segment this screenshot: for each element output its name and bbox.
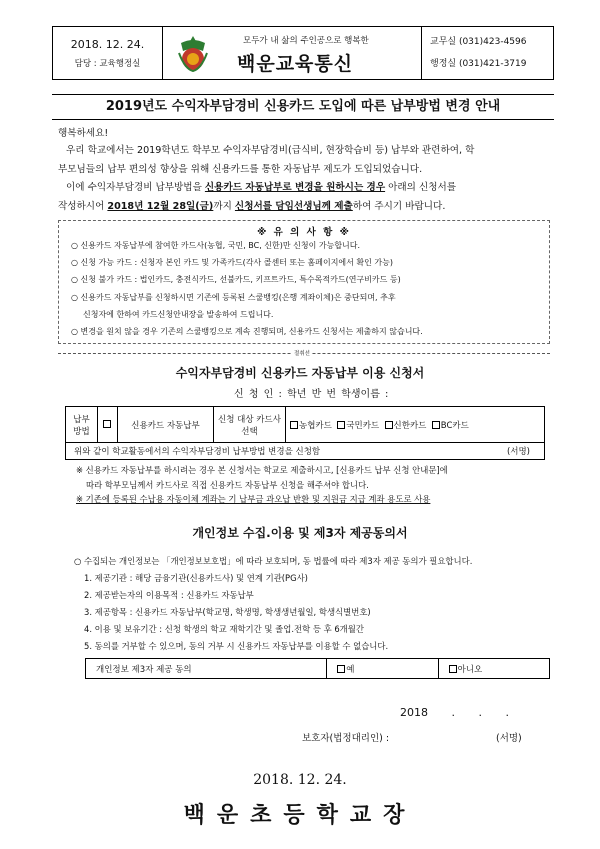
application-statement: 위와 같이 학교활동에서의 수익자부담경비 납부방법 변경을 신청함	[74, 447, 321, 457]
payment-checkbox-cell	[98, 407, 118, 443]
privacy-line: 1. 제공기관 : 해당 금융기관(신용카드사) 및 연계 기관(PG사)	[84, 573, 308, 583]
greeting: 행복하세요!	[58, 128, 109, 139]
phone-teachers-office: 교무실 (031)423-4596	[430, 37, 527, 47]
intro-paragraph-1	[58, 141, 558, 179]
consent-no-label: 아니오	[457, 664, 483, 675]
final-date: 2018. 12. 24.	[253, 772, 347, 788]
consent-no-checkbox[interactable]	[449, 665, 457, 673]
school-logo-icon	[175, 33, 211, 73]
deadline: 2018년 12월 28일(금)	[107, 201, 214, 212]
consent-yes-label: 예	[346, 664, 355, 675]
guardian-label: 보호자(법정대리인) :	[302, 733, 390, 744]
card-options	[286, 407, 545, 443]
header-dept: 담당 : 교육행정실	[74, 58, 141, 69]
payment-option: 신용카드 자동납부	[118, 407, 214, 443]
applicant-line: 신 청 인 : 학년 반 번 학생이름 :	[234, 389, 389, 400]
submit-instruction: 신청서를 담임선생님께 제출	[234, 201, 353, 212]
note-item: ※ 신용카드 자동납부를 하시려는 경우 본 신청서는 학교로 제출하시고, [신용카드 납부 신청 안내문]에	[76, 465, 448, 475]
privacy-line: ○ 수집되는 개인정보는 「개인정보보호법」에 따라 보호되며, 동 법률에 따라 제3자 제공 동의가 필요합니다.	[74, 556, 473, 566]
cut-label: 절취선	[294, 351, 310, 357]
card-checkbox[interactable]	[290, 421, 298, 429]
header-date: 2018. 12. 24.	[70, 37, 145, 51]
header-slogan: 모두가 내 삶의 주인공으로 행복한	[243, 36, 369, 46]
school-principal: 백운초등학교장	[183, 802, 417, 828]
intro-text: 이에 수익자부담경비 납부방법을	[66, 182, 205, 193]
intro-line: 우리 학교에서는 2019학년도 학부모 수익자부담경비(급식비, 현장학습비 등) 납부와 관련하여, 학	[66, 145, 475, 156]
card-option-label: 신한카드	[393, 420, 427, 431]
card-checkbox[interactable]	[385, 421, 393, 429]
application-sign: (서명)	[506, 447, 530, 457]
notice-list	[71, 237, 541, 340]
phone-admin-office: 행정실 (031)421-3719	[430, 59, 527, 69]
consent-table	[85, 658, 550, 679]
privacy-line: 4. 이용 및 보유기간 : 신청 학생의 학교 재학기간 및 졸업.전학 등 후 6개월간	[84, 624, 364, 634]
note-item: 따라 학부모님께서 카드사로 직접 신용카드 자동납부 신청을 해주셔야 합니다.	[86, 479, 369, 490]
consent-yes-checkbox[interactable]	[337, 665, 345, 673]
consent-yes-cell	[327, 659, 438, 679]
intro-text: 까지	[213, 201, 235, 212]
note-item: ※ 기존에 등록된 수납용 자동이체 계좌는 기 납부금 과오납 반환 및 지원금 지급 계좌 용도로 사용	[76, 494, 431, 504]
card-option-label: 국민카드	[346, 420, 380, 431]
privacy-line: 3. 제공항목 : 신용카드 자동납부(학교명, 학생명, 학생생년월일, 학생식별번호)	[84, 607, 371, 617]
guardian-sign: (서명)	[496, 733, 522, 744]
application-form	[65, 406, 545, 460]
payment-checkbox[interactable]	[103, 420, 111, 428]
newsletter-title: 백운교육통신	[237, 53, 354, 75]
privacy-title: 개인정보 수집.이용 및 제3자 제공동의서	[192, 526, 408, 540]
statement-cell	[66, 443, 545, 460]
header-left	[53, 27, 163, 79]
intro-line: 부모님들의 납부 편의성 향상을 위해 신용카드를 통한 자동납부 제도가 도입되었습니다.	[58, 164, 423, 175]
notes	[76, 463, 556, 507]
card-checkbox[interactable]	[337, 421, 345, 429]
newsletter-header	[52, 26, 554, 80]
header-right	[421, 27, 553, 79]
card-checkbox[interactable]	[432, 421, 440, 429]
sign-date: 2018 . . .	[400, 706, 509, 719]
privacy-list	[74, 553, 554, 655]
intro-paragraph-2	[58, 178, 558, 216]
card-option-label: 농협카드	[299, 420, 332, 431]
intro-text: 하여 주시기 바랍니다.	[352, 201, 446, 212]
intro-text: 아래의 신청서를	[385, 182, 457, 193]
notice-item: ○ 신용카드 자동납부를 신청하시면 기존에 등록된 스쿨뱅킹(은행 계좌이체)은 중단되며, 추후	[71, 292, 396, 302]
consent-label: 개인정보 제3자 제공 동의	[86, 659, 327, 679]
privacy-line: 2. 제공받는자의 이용목적 : 신용카드 자동납부	[84, 590, 254, 600]
notice-item: ○ 신청 불가 카드 : 법인카드, 충전식카드, 선불카드, 키프트카드, 특수목적카드(연구비카드 등)	[71, 275, 401, 285]
intro-line	[58, 197, 558, 216]
notice-heading: ※ 유 의 사 항 ※	[257, 227, 351, 238]
application-title: 수익자부담경비 신용카드 자동납부 이용 신청서	[175, 366, 425, 380]
intro-emphasis: 신용카드 자동납부로 변경을 원하시는 경우	[204, 182, 386, 193]
consent-no-cell	[438, 659, 549, 679]
privacy-line: 5. 동의를 거부할 수 있으며, 동의 거부 시 신용카드 자동납부를 이용할 수 없습니다.	[84, 641, 389, 651]
header-middle	[163, 27, 421, 79]
intro-text: 작성하시어	[58, 201, 108, 212]
notice-item: ○ 신청 가능 카드 : 신청자 본인 카드 및 가족카드(각사 콜센터 또는 홈페이지에서 확인 가능)	[71, 258, 393, 268]
notice-box	[58, 220, 550, 344]
notice-item: ○ 변경을 원치 않을 경우 기존의 스쿨뱅킹으로 계속 진행되며, 신용카드 신청서는 제출하지 않습니다.	[71, 327, 423, 337]
card-option-label: BC카드	[440, 420, 469, 431]
payment-method-label: 납부 방법	[66, 407, 98, 443]
page-title: 2019년도 수익자부담경비 신용카드 도입에 따른 납부방법 변경 안내	[52, 94, 554, 120]
notice-item: 신청자에 한하여 카드신청안내장을 발송하여 드립니다.	[83, 309, 274, 319]
intro-line	[58, 178, 558, 197]
notice-item: ○ 신용카드 자동납부에 참여한 카드사(농협, 국민, BC, 신한)만 신청이 가능합니다.	[71, 241, 361, 250]
card-select-label: 신청 대상 카드사 선택	[214, 407, 286, 443]
